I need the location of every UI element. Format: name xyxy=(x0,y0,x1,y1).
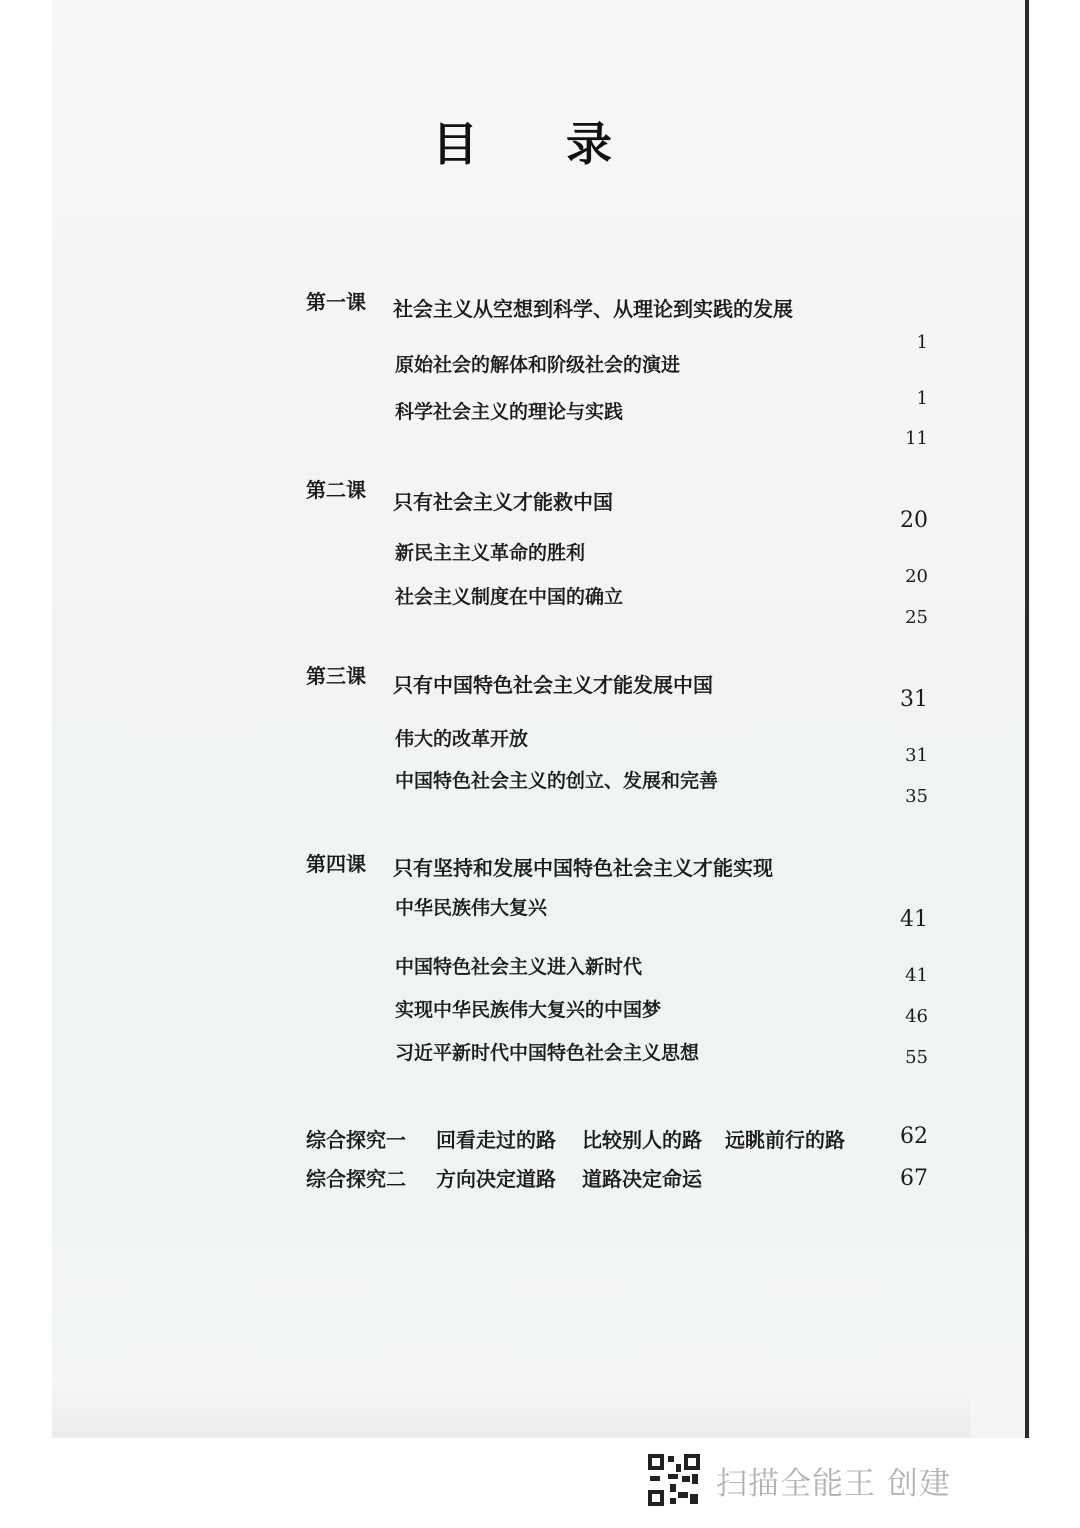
exploration-2-part-2: 道路决定命运 xyxy=(582,1167,702,1191)
lesson-3-title: 只有中国特色社会主义才能发展中国 xyxy=(393,673,713,697)
lesson-2-label: 第二课 xyxy=(306,478,366,502)
lesson-2-sub-1-title: 新民主主义革命的胜利 xyxy=(395,542,586,564)
exploration-1-part-3: 远眺前行的路 xyxy=(725,1128,845,1152)
lesson-4-sub-2-page: 46 xyxy=(905,1006,928,1027)
lesson-4-label: 第四课 xyxy=(306,852,366,876)
lesson-1-sub-2-title: 科学社会主义的理论与实践 xyxy=(395,401,624,423)
lesson-3-sub-1-title: 伟大的改革开放 xyxy=(395,728,529,750)
lesson-1-sub-1-title: 原始社会的解体和阶级社会的演进 xyxy=(395,354,681,376)
page-edge xyxy=(1025,0,1029,1438)
lesson-1-label: 第一课 xyxy=(306,290,366,314)
lesson-4-page: 41 xyxy=(900,907,928,932)
lesson-1-sub-2-page: 11 xyxy=(905,428,928,449)
lesson-4-sub-3-page: 55 xyxy=(905,1047,928,1068)
exploration-1-label: 综合探究一 xyxy=(306,1128,406,1152)
lesson-4-title: 只有坚持和发展中国特色社会主义才能实现 xyxy=(393,856,773,880)
exploration-2-page: 67 xyxy=(900,1166,928,1191)
exploration-1-part-2: 比较别人的路 xyxy=(582,1128,702,1152)
lesson-4-sub-3-title: 习近平新时代中国特色社会主义思想 xyxy=(395,1042,700,1064)
lesson-4-title-line2: 中华民族伟大复兴 xyxy=(395,897,548,919)
watermark-text: 扫描全能王 创建 xyxy=(716,1465,951,1502)
lesson-4-sub-1-title: 中国特色社会主义进入新时代 xyxy=(395,956,643,978)
scanned-page xyxy=(52,0,1030,1438)
lesson-3-sub-1-page: 31 xyxy=(905,745,928,766)
qr-code-icon xyxy=(648,1454,700,1506)
lesson-3-sub-2-page: 35 xyxy=(905,786,928,807)
lesson-2-sub-1-page: 20 xyxy=(905,566,928,587)
lesson-2-sub-2-title: 社会主义制度在中国的确立 xyxy=(395,586,624,608)
scanner-watermark xyxy=(648,1452,951,1508)
lesson-1-page: 1 xyxy=(916,332,928,353)
exploration-2-label: 综合探究二 xyxy=(306,1167,406,1191)
lesson-3-page: 31 xyxy=(900,687,928,712)
exploration-2-part-1: 方向决定道路 xyxy=(436,1167,556,1191)
lesson-3-sub-2-title: 中国特色社会主义的创立、发展和完善 xyxy=(395,770,719,792)
page-title: 目 录 xyxy=(431,117,648,171)
lesson-1-title: 社会主义从空想到科学、从理论到实践的发展 xyxy=(393,297,793,321)
lesson-2-page: 20 xyxy=(900,508,928,533)
lesson-1-sub-1-page: 1 xyxy=(916,388,928,409)
lesson-3-label: 第三课 xyxy=(306,664,366,688)
lesson-2-sub-2-page: 25 xyxy=(905,607,928,628)
lesson-2-title: 只有社会主义才能救中国 xyxy=(393,490,613,514)
page-bottom-fold xyxy=(52,1380,970,1438)
lesson-4-sub-2-title: 实现中华民族伟大复兴的中国梦 xyxy=(395,999,662,1021)
lesson-4-sub-1-page: 41 xyxy=(905,965,928,986)
exploration-1-page: 62 xyxy=(900,1124,928,1149)
exploration-1-part-1: 回看走过的路 xyxy=(436,1128,556,1152)
